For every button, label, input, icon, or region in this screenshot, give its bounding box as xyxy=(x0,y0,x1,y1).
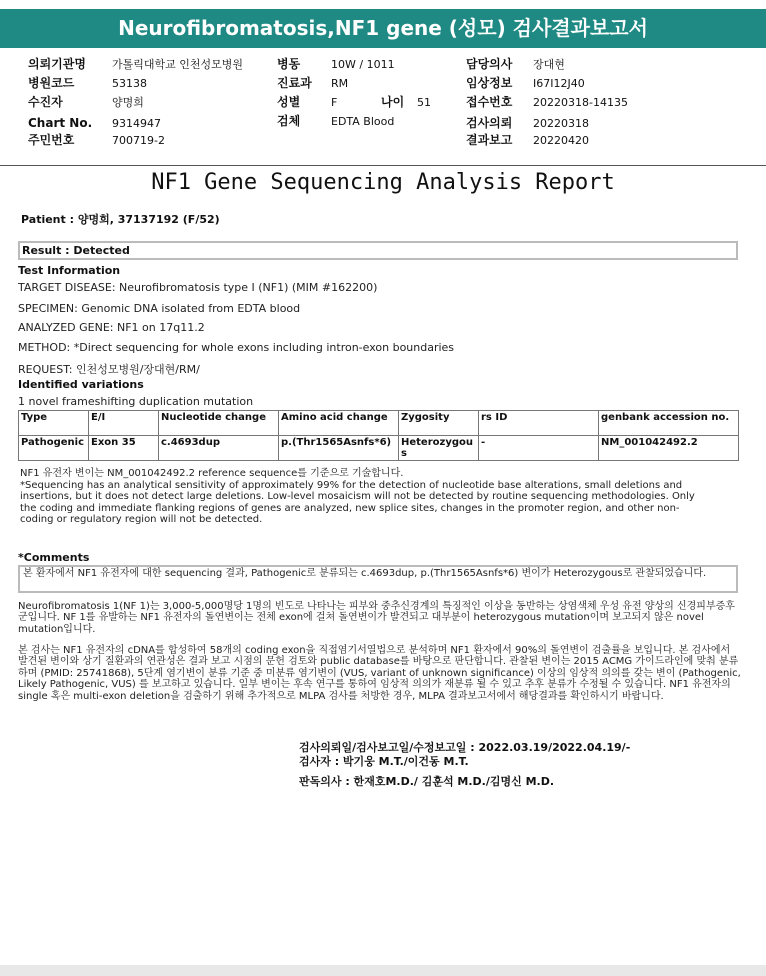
comments-heading: *Comments xyxy=(18,551,90,564)
department-label: 진료과 xyxy=(277,76,312,90)
signature-technicians: 검사자 : 박기웅 M.T./이건동 M.T. xyxy=(299,755,469,768)
comment-paragraph-2: 본 검사는 NF1 유전자의 cDNA를 합성하여 58개의 coding exon을 직접염기서열법으로 분석하며 NF1 환자에서 90%의 돌연변이 검출률을 보입니다. 본 검사에서 발견된 변이와 상기 질환과의 연관성은 결과 보고 시점의 문헌 검토와 public database를 바탕으로 판단합니다. 관찰된 변이는 2015 ACMG 가이드라인에 맞춰 분류하며 (PMID: 25741868), 5단계 염기변이 분류 기준 중 미분류 염기변이 (VUS, variant of unknown significance) 이상의 임상적 의의를 갖는 변이 (Pathogenic, Likely Pathogenic, VUS) 를 보고하고 있습니다. 일부 변이는 후속 연구를 통하여 임상적 의의가 재분류 될 수 있고 추후 분류가 수정될 수 있습니다. NF1 유전자의 single 혹은 multi-exon deletion을 검출하기 위해 추가적으로 MLPA 검사를 처방한 경우, MLPA 결과보고서에서 해당결과를 확인하시기 바랍니다. xyxy=(18,645,741,702)
resident-no-label: 주민번호 xyxy=(28,133,75,147)
header-genbank: genbank accession no. xyxy=(599,411,739,436)
comment-box xyxy=(18,565,738,593)
header-amino-acid: Amino acid change xyxy=(279,411,399,436)
result-text: Result : Detected xyxy=(22,244,130,257)
cell-type: Pathogenic xyxy=(19,436,89,461)
test-info-heading: Test Information xyxy=(18,264,121,277)
receipt-no-label: 접수번호 xyxy=(466,95,513,109)
identified-summary: 1 novel frameshifting duplication mutation xyxy=(18,395,254,408)
sex-label: 성별 xyxy=(277,95,301,109)
report-title: NF1 Gene Sequencing Analysis Report xyxy=(151,170,615,195)
table-row xyxy=(19,436,739,461)
header-exon: E/I xyxy=(89,411,159,436)
ward-label: 병동 xyxy=(277,57,301,71)
comment-boxed-text: 본 환자에서 NF1 유전자에 대한 sequencing 결과, Pathogenic로 분류되는 c.4693dup, p.(Thr1565Asnfs*6) 변이가 Heterozygous로 관찰되었습니다. xyxy=(23,568,707,579)
hospital-name-value: 가톨릭대학교 인천성모병원 xyxy=(112,58,244,71)
resident-no-value: 700719-2 xyxy=(112,134,165,147)
identified-heading: Identified variations xyxy=(18,378,144,391)
clinical-info-value: I67I12J40 xyxy=(533,77,585,90)
cell-nucleotide: c.4693dup xyxy=(159,436,279,461)
hospital-code-label: 병원코드 xyxy=(28,76,75,90)
table-header-row xyxy=(19,411,739,436)
specimen-value: EDTA Blood xyxy=(331,115,395,128)
result-box xyxy=(18,241,738,260)
reference-note: NF1 유전자 변이는 NM_001042492.2 reference sequence를 기준으로 기술합니다. xyxy=(20,468,404,479)
cell-rsid: - xyxy=(479,436,599,461)
cell-zygosity: Heterozygous xyxy=(399,436,479,461)
receipt-no-value: 20220318-14135 xyxy=(533,96,628,109)
target-disease: TARGET DISEASE: Neurofibromatosis type I (NF1) (MIM #162200) xyxy=(18,281,378,294)
specimen-line: SPECIMEN: Genomic DNA isolated from EDTA blood xyxy=(18,302,301,315)
sensitivity-note: *Sequencing has an analytical sensitivity of approximately 99% for the detection of nucleotide base alterations, small deletions and insertions, but it does not detect large deletions. Low-level mosaicism will not be detected by routine sequencing methodologies. Only the coding and immediate flanking regions of genes are analyzed, new splice sites, changes in the promoter region, and other non-coding or regulatory region will not be detected. xyxy=(20,480,695,526)
header-nucleotide: Nucleotide change xyxy=(159,411,279,436)
clinical-info-label: 임상정보 xyxy=(466,76,513,90)
viewer-background xyxy=(0,965,766,976)
cell-genbank: NM_001042492.2 xyxy=(599,436,739,461)
header-type: Type xyxy=(19,411,89,436)
header-zygosity: Zygosity xyxy=(399,411,479,436)
header-rsid: rs ID xyxy=(479,411,599,436)
sex-value: F xyxy=(331,96,338,109)
request-date-label: 검사의뢰 xyxy=(466,116,513,130)
chart-no-value: 9314947 xyxy=(112,117,161,130)
request-date-value: 20220318 xyxy=(533,117,589,130)
ward-value: 10W / 1011 xyxy=(331,58,395,71)
report-date-value: 20220420 xyxy=(533,134,589,147)
request-line: REQUEST: 인천성모병원/장대현/RM/ xyxy=(18,363,200,376)
cell-amino-acid: p.(Thr1565Asnfs*6) xyxy=(279,436,399,461)
chart-no-label: Chart No. xyxy=(28,116,93,130)
variants-table xyxy=(18,410,739,461)
report-banner: Neurofibromatosis,NF1 gene (성모) 검사결과보고서 xyxy=(0,9,766,48)
comment-paragraph-1: Neurofibromatosis 1(NF 1)는 3,000-5,000명당 1명의 빈도로 나타나는 피부와 중추신경계의 특징적인 이상을 동반하는 상염색체 우성 유전 양상의 신경피부증후군입니다. NF 1를 유발하는 NF1 유전자의 돌연변이는 전체 exon에 걸쳐 돌연변이가 발견되고 대부분이 heterozygous mutation이며 보고되지 않은 novel mutation입니다. xyxy=(18,601,735,635)
specimen-label: 검체 xyxy=(277,114,301,128)
doctor-label: 담당의사 xyxy=(466,57,513,71)
header-divider xyxy=(0,165,766,166)
report-date-label: 결과보고 xyxy=(466,133,513,147)
doctor-value: 장대현 xyxy=(533,58,565,71)
hospital-name-label: 의뢰기관명 xyxy=(28,57,86,71)
department-value: RM xyxy=(331,77,349,90)
signature-doctors: 판독의사 : 한재호M.D./ 김훈석 M.D./김명신 M.D. xyxy=(299,775,555,788)
patient-line: Patient : 양명희, 37137192 (F/52) xyxy=(21,213,220,226)
analyzed-gene: ANALYZED GENE: NF1 on 17q11.2 xyxy=(18,321,205,334)
cell-exon: Exon 35 xyxy=(89,436,159,461)
patient-name-value: 양명희 xyxy=(112,96,144,109)
hospital-code-value: 53138 xyxy=(112,77,147,90)
method-line: METHOD: *Direct sequencing for whole exons including intron-exon boundaries xyxy=(18,341,455,354)
age-value: 51 xyxy=(417,96,431,109)
signature-dates: 검사의뢰일/검사보고일/수정보고일 : 2022.03.19/2022.04.19/- xyxy=(299,741,631,754)
patient-name-label: 수진자 xyxy=(28,95,63,109)
age-label: 나이 xyxy=(381,95,405,109)
